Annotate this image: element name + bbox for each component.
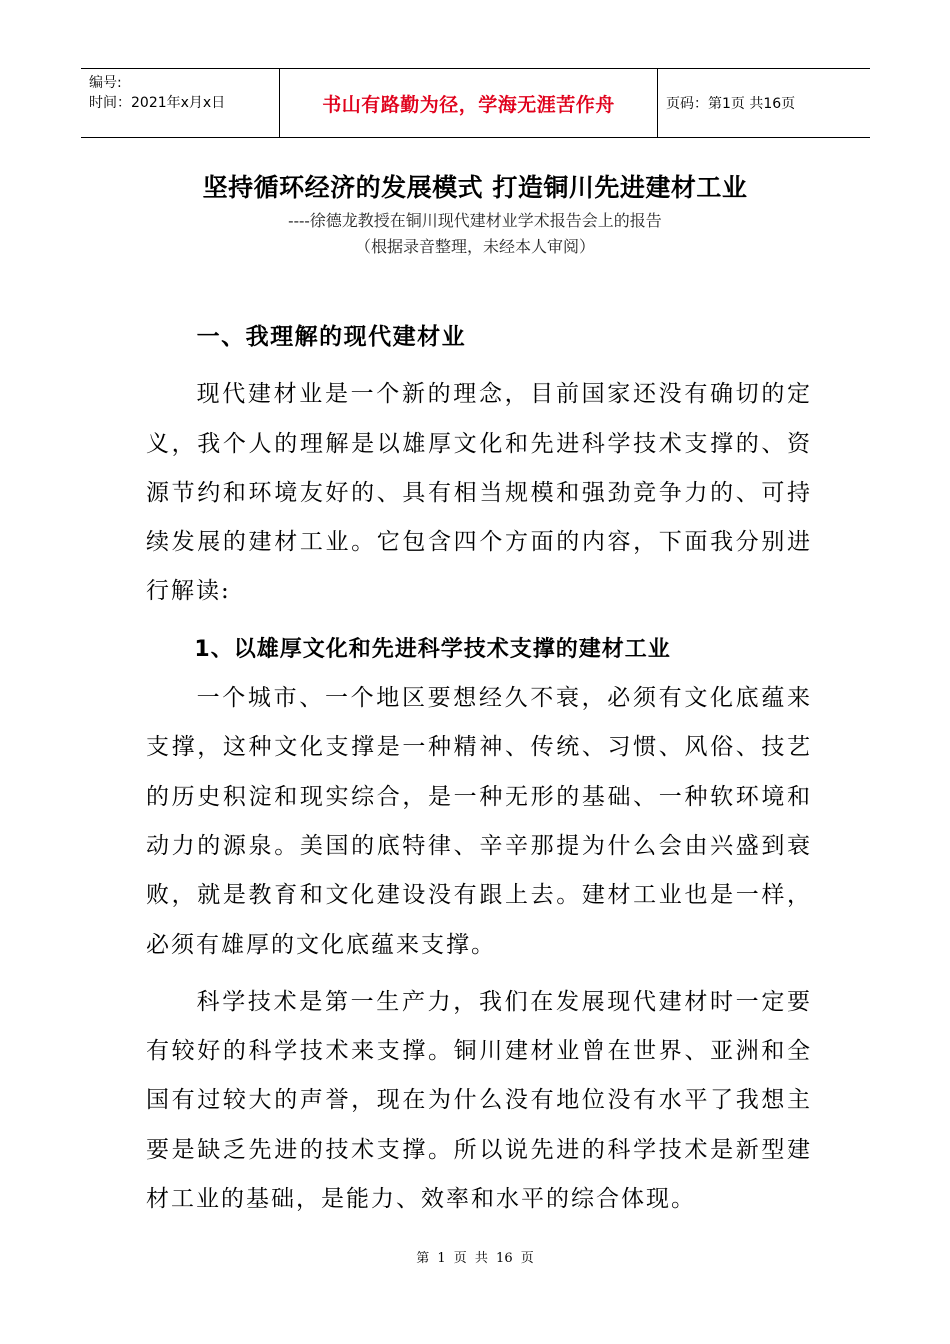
document-note: （根据录音整理，未经本人审阅） <box>354 237 595 256</box>
header-divider <box>279 69 280 137</box>
code-label: 编号: <box>89 75 122 91</box>
header-table <box>81 68 870 138</box>
page-footer: 第 1 页 共 16 页 <box>416 1251 534 1266</box>
header-page-info: 页码：第1页 共16页 <box>666 96 796 112</box>
header-meta <box>89 73 225 113</box>
document-title: 坚持循环经济的发展模式 打造铜川先进建材工业 <box>202 173 748 202</box>
document-subtitle: ----徐德龙教授在铜川现代建材业学术报告会上的报告 <box>288 211 662 230</box>
document-body <box>146 313 812 1224</box>
paragraph: 现代建材业是一个新的理念，目前国家还没有确切的定义，我个人的理解是以雄厚文化和先进科学技术支撑的、资源节约和环境友好的、具有相当规模和强劲竞争力的、可持续发展的建材工业。它包含四个方面的内容，下面我分别进行解读: <box>146 381 812 605</box>
paragraph: 科学技术是第一生产力，我们在发展现代建材时一定要有较好的科学技术来支撑。铜川建材业曾在世界、亚洲和全国有过较大的声誉，现在为什么没有地位没有水平了我想主要是缺乏先进的技术支撑。所以说先进的科学技术是新型建材工业的基础，是能力、效率和水平的综合体现。 <box>146 988 812 1213</box>
header-motto: 书山有路勤为径，学海无涯苦作舟 <box>322 93 615 116</box>
subsection-heading: 1、以雄厚文化和先进科学技术支撑的建材工业 <box>194 636 671 662</box>
time-label: 时间：2021年x月x日 <box>89 95 226 111</box>
paragraph: 一个城市、一个地区要想经久不衰，必须有文化底蕴来支撑，这种文化支撑是一种精神、传统、习惯、风俗、技艺的历史积淀和现实综合，是一种无形的基础、一种软环境和动力的源泉。美国的底特律、辛辛那提为什么会由兴盛到衰败，就是教育和文化建设没有跟上去。建材工业也是一样，必须有雄厚的文化底蕴来支撑。 <box>146 685 812 958</box>
header-divider <box>657 69 658 137</box>
section-heading: 一、我理解的现代建材业 <box>196 324 467 350</box>
